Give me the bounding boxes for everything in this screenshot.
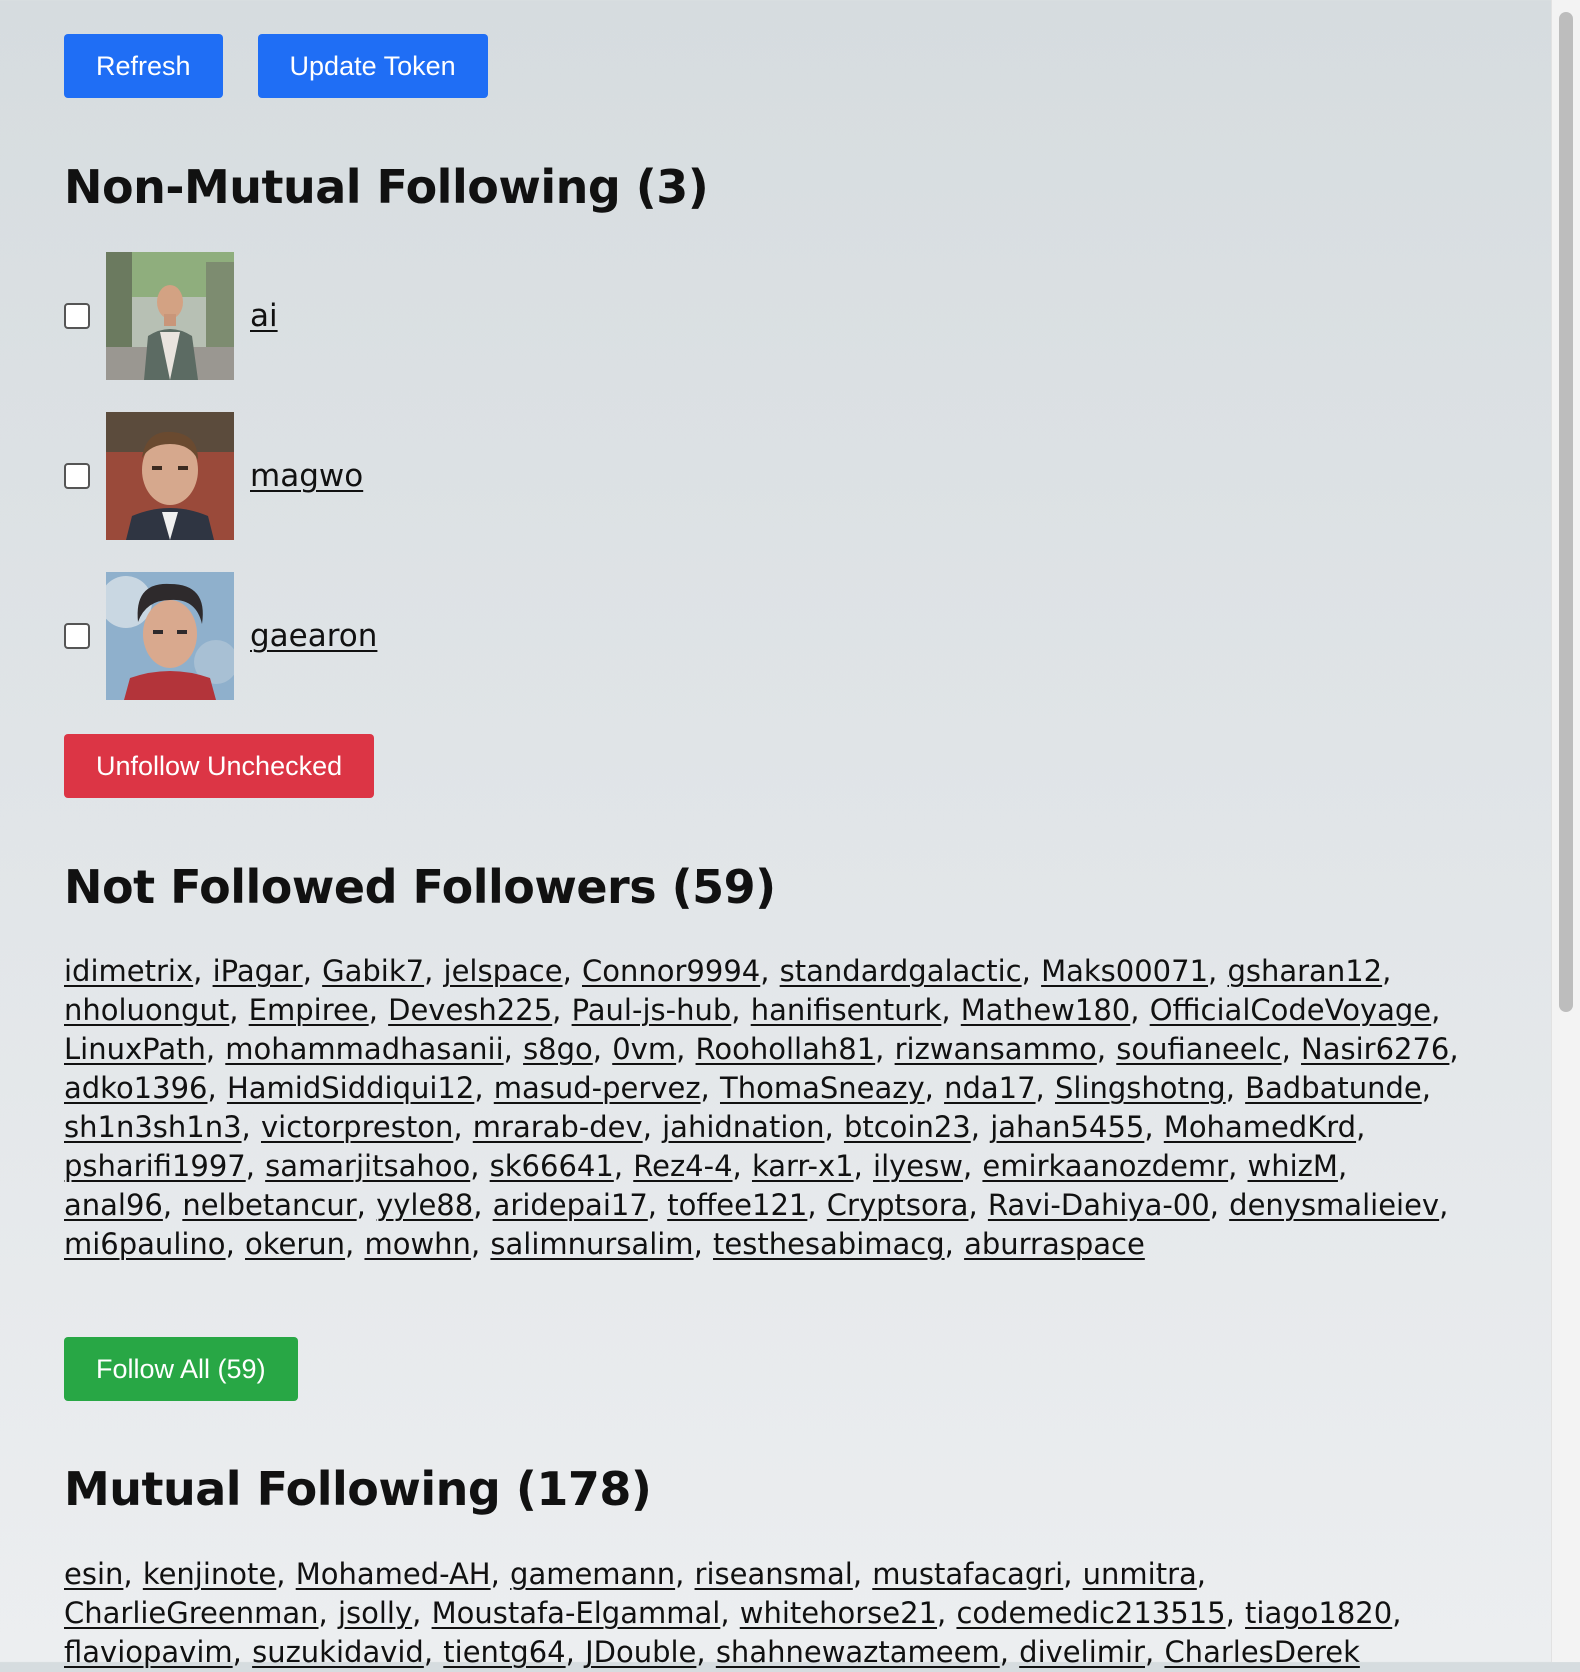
profile-link[interactable]: shahnewaztameem: [715, 1635, 1000, 1669]
profile-link[interactable]: esin: [64, 1557, 124, 1591]
profile-link[interactable]: btcoin23: [843, 1110, 971, 1144]
avatar: [106, 252, 234, 380]
profile-link[interactable]: Mohamed-AH: [295, 1557, 491, 1591]
user-checkbox[interactable]: [64, 463, 90, 489]
profile-link[interactable]: Ravi-Dahiya-00: [987, 1188, 1210, 1222]
profile-link[interactable]: rizwansammo: [894, 1032, 1097, 1066]
scrollbar[interactable]: [1551, 0, 1580, 1662]
profile-link[interactable]: toffee121: [667, 1188, 808, 1222]
profile-link[interactable]: mi6paulino: [64, 1227, 226, 1261]
user-row: [64, 572, 377, 700]
profile-link[interactable]: aburraspace: [964, 1227, 1145, 1261]
profile-link[interactable]: jahidnation: [662, 1110, 825, 1144]
profile-link[interactable]: Badbatunde: [1245, 1071, 1422, 1105]
profile-link[interactable]: Gabik7: [322, 954, 425, 988]
profile-link[interactable]: CharlesDerek: [1164, 1635, 1360, 1669]
not-followed-followers-list: idimetrix, iPagar, Gabik7, jelspace, Connor9994, standardgalactic, Maks00071, gsharan12, nholuongut, Empiree, Devesh225, Paul-js-hub, hanifisenturk, Mathew180, OfficialCodeVoyage, LinuxPath, mohammadhasanii, s8go, 0vm, Roohollah81, rizwansammo, soufianeelc, Nasir6276, adko1396, HamidSiddiqui12, masud-pervez, ThomaSneazy, nda17, Slingshotng, Badbatunde, sh1n3sh1n3, victorpreston, mrarab-dev, jahidnation, btcoin23, jahan5455, MohamedKrd, psharifi1997, samarjitsahoo, sk66641, Rez4-4, karr-x1, ilyesw, emirkaanozdemr, whizM, anal96, nelbetancur, yyle88, aridepai17, toffee121, Cryptsora, Ravi-Dahiya-00, denysmalieiev, mi6paulino, okerun, mowhn, salimnursalim, testhesabimacg, aburraspace: [64, 954, 1459, 1261]
profile-link[interactable]: Rez4-4: [633, 1149, 733, 1183]
profile-link[interactable]: adko1396: [64, 1071, 208, 1105]
refresh-button[interactable]: Refresh: [64, 34, 223, 98]
profile-link[interactable]: okerun: [245, 1227, 346, 1261]
profile-link[interactable]: ilyesw: [873, 1149, 963, 1183]
mutual-following-heading: Mutual Following (178): [64, 1462, 652, 1516]
profile-link[interactable]: whitehorse21: [739, 1596, 938, 1630]
profile-link[interactable]: sk66641: [489, 1149, 614, 1183]
profile-link[interactable]: hanifisenturk: [750, 993, 942, 1027]
profile-link[interactable]: Empiree: [248, 993, 369, 1027]
profile-link[interactable]: Maks00071: [1041, 954, 1209, 988]
toolbar: [64, 34, 488, 98]
profile-link[interactable]: gamemann: [510, 1557, 676, 1591]
profile-link[interactable]: yyle88: [376, 1188, 474, 1222]
profile-link[interactable]: codemedic213515: [956, 1596, 1226, 1630]
avatar: [106, 412, 234, 540]
profile-link[interactable]: Connor9994: [582, 954, 761, 988]
profile-link[interactable]: psharifi1997: [64, 1149, 246, 1183]
user-link[interactable]: gaearon: [250, 618, 378, 654]
user-link[interactable]: ai: [250, 298, 278, 334]
profile-link[interactable]: tiago1820: [1245, 1596, 1393, 1630]
profile-link[interactable]: nda17: [944, 1071, 1036, 1105]
profile-link[interactable]: Moustafa-Elgammal: [431, 1596, 721, 1630]
profile-link[interactable]: CharlieGreenman: [64, 1596, 319, 1630]
profile-link[interactable]: nholuongut: [64, 993, 230, 1027]
update-token-button[interactable]: Update Token: [258, 34, 488, 98]
profile-link[interactable]: Mathew180: [960, 993, 1131, 1027]
profile-link[interactable]: Roohollah81: [695, 1032, 876, 1066]
profile-link[interactable]: JDouble: [585, 1635, 697, 1669]
follow-all-button[interactable]: Follow All (59): [64, 1337, 298, 1401]
profile-link[interactable]: idimetrix: [64, 954, 194, 988]
profile-link[interactable]: Paul-js-hub: [571, 993, 732, 1027]
profile-link[interactable]: salimnursalim: [490, 1227, 694, 1261]
profile-link[interactable]: Nasir6276: [1301, 1032, 1450, 1066]
user-checkbox[interactable]: [64, 623, 90, 649]
profile-link[interactable]: ThomaSneazy: [719, 1071, 925, 1105]
profile-link[interactable]: emirkaanozdemr: [982, 1149, 1229, 1183]
profile-link[interactable]: Cryptsora: [826, 1188, 969, 1222]
profile-link[interactable]: aridepai17: [492, 1188, 648, 1222]
scrollbar-thumb[interactable]: [1559, 12, 1573, 1012]
avatar: [106, 572, 234, 700]
mutual-following-list: esin, kenjinote, Mohamed-AH, gamemann, riseansmal, mustafacagri, unmitra, CharlieGreenman, jsolly, Moustafa-Elgammal, whitehorse21, codemedic213515, tiago1820, flaviopavim, suzukidavid, tientg64, JDouble, shahnewaztameem, divelimir, CharlesDerek: [64, 1557, 1402, 1669]
profile-link[interactable]: testhesabimacg: [713, 1227, 945, 1261]
profile-link[interactable]: standardgalactic: [779, 954, 1022, 988]
profile-link[interactable]: mohammadhasanii: [225, 1032, 504, 1066]
profile-link[interactable]: soufianeelc: [1116, 1032, 1282, 1066]
user-checkbox[interactable]: [64, 303, 90, 329]
profile-link[interactable]: masud-pervez: [493, 1071, 701, 1105]
non-mutual-following-heading: Non-Mutual Following (3): [64, 160, 709, 214]
profile-link[interactable]: jahan5455: [990, 1110, 1145, 1144]
profile-link[interactable]: Slingshotng: [1054, 1071, 1226, 1105]
profile-link[interactable]: whizM: [1247, 1149, 1338, 1183]
profile-link[interactable]: s8go: [523, 1032, 593, 1066]
profile-link[interactable]: gsharan12: [1227, 954, 1383, 988]
profile-link[interactable]: riseansmal: [694, 1557, 853, 1591]
profile-link[interactable]: suzukidavid: [252, 1635, 424, 1669]
profile-link[interactable]: samarjitsahoo: [265, 1149, 471, 1183]
profile-link[interactable]: HamidSiddiqui12: [226, 1071, 475, 1105]
profile-link[interactable]: mrarab-dev: [472, 1110, 643, 1144]
profile-link[interactable]: jsolly: [337, 1596, 413, 1630]
user-row: [64, 252, 278, 380]
profile-link[interactable]: karr-x1: [751, 1149, 854, 1183]
profile-link[interactable]: anal96: [64, 1188, 163, 1222]
profile-link[interactable]: victorpreston: [260, 1110, 454, 1144]
profile-link[interactable]: tientg64: [443, 1635, 566, 1669]
profile-link[interactable]: LinuxPath: [64, 1032, 206, 1066]
profile-link[interactable]: unmitra: [1082, 1557, 1197, 1591]
profile-link[interactable]: flaviopavim: [64, 1635, 233, 1669]
profile-link[interactable]: 0vm: [612, 1032, 677, 1066]
not-followed-followers-heading: Not Followed Followers (59): [64, 860, 776, 914]
profile-link[interactable]: mustafacagri: [872, 1557, 1064, 1591]
profile-link[interactable]: mowhn: [364, 1227, 471, 1261]
profile-link[interactable]: jelspace: [443, 954, 563, 988]
profile-link[interactable]: MohamedKrd: [1163, 1110, 1357, 1144]
profile-link[interactable]: OfficialCodeVoyage: [1149, 993, 1432, 1027]
profile-link[interactable]: denysmalieiev: [1229, 1188, 1440, 1222]
profile-link[interactable]: kenjinote: [142, 1557, 277, 1591]
user-row: [64, 412, 363, 540]
profile-link[interactable]: iPagar: [212, 954, 303, 988]
unfollow-unchecked-button[interactable]: Unfollow Unchecked: [64, 734, 374, 798]
profile-link[interactable]: Devesh225: [388, 993, 553, 1027]
user-link[interactable]: magwo: [250, 458, 364, 494]
profile-link[interactable]: nelbetancur: [182, 1188, 357, 1222]
profile-link[interactable]: sh1n3sh1n3: [64, 1110, 242, 1144]
profile-link[interactable]: divelimir: [1019, 1635, 1145, 1669]
